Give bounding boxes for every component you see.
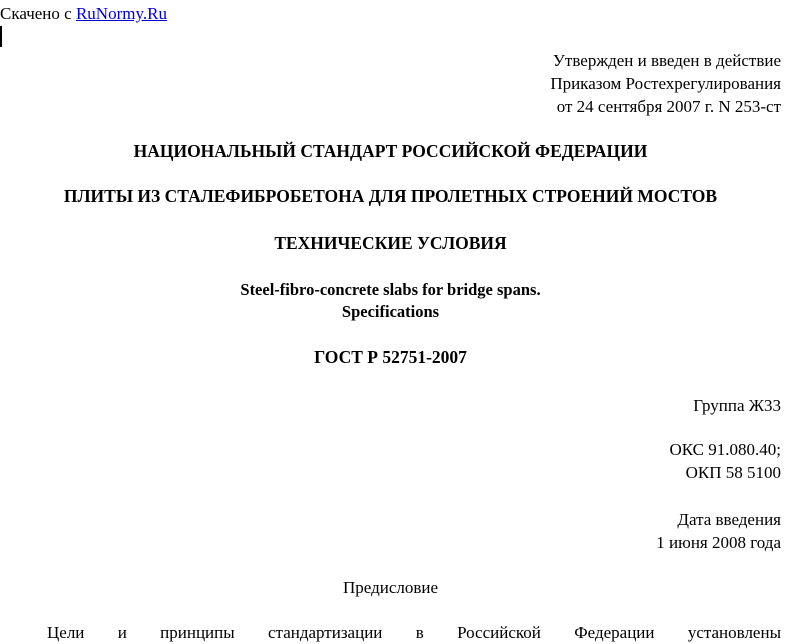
approval-line: от 24 сентября 2007 г. N 253-ст (556, 97, 781, 116)
introduction-date-block (656, 508, 781, 554)
source-link[interactable]: RuNormy.Ru (75, 4, 167, 23)
introduction-label: Дата введения (677, 510, 781, 529)
classification-codes (669, 438, 781, 484)
english-title-line1: Steel-fibro-concrete slabs for bridge spans. (240, 280, 541, 299)
approval-line: Приказом Ростехрегулирования (550, 74, 781, 93)
group-code: Группа Ж33 (693, 396, 781, 415)
preface-title: Предисловие (342, 578, 439, 597)
source-line (0, 4, 167, 24)
gost-number: ГОСТ Р 52751-2007 (314, 347, 467, 367)
document-title: ПЛИТЫ ИЗ СТАЛЕФИБРОБЕТОНА ДЛЯ ПРОЛЕТНЫХ СТРОЕНИЙ МОСТОВ (63, 186, 718, 206)
introduction-date: 1 июня 2008 года (656, 533, 781, 552)
english-title-line2: Specifications (341, 302, 440, 321)
english-title (0, 279, 781, 323)
approval-line: Утвержден и введен в действие (552, 51, 781, 70)
oks-code: ОКС 91.080.40; (669, 440, 781, 459)
text-cursor (0, 26, 2, 47)
source-prefix: Скачено с (0, 4, 76, 23)
preface-paragraph: Цели и принципы стандартизации в Российской Федерации установлены (47, 623, 781, 642)
approval-block (550, 49, 781, 118)
standard-heading: НАЦИОНАЛЬНЫЙ СТАНДАРТ РОССИЙСКОЙ ФЕДЕРАЦИИ (133, 141, 648, 161)
conditions-heading: ТЕХНИЧЕСКИЕ УСЛОВИЯ (274, 233, 507, 253)
okp-code: ОКП 58 5100 (685, 463, 781, 482)
